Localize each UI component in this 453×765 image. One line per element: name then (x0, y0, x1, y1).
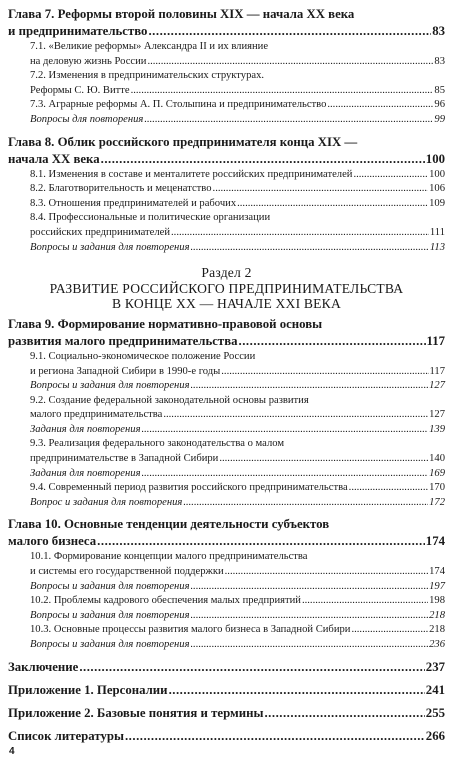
page-number: 111 (429, 226, 445, 238)
chapter-entry (8, 6, 445, 128)
page-number: 139 (429, 423, 445, 435)
page-number: 197 (429, 580, 445, 592)
toc-subentry: 7.3. Аграрные реформы А. П. Столыпина и предпринимательство ..... 96 (8, 98, 445, 113)
dot-leader (191, 638, 429, 653)
dot-leader (191, 609, 429, 624)
backmatter-title: Список литературы (8, 728, 124, 743)
page-number: 266 (425, 728, 445, 743)
backmatter-entry (8, 705, 445, 722)
dot-leader (169, 682, 425, 699)
dot-leader (97, 533, 425, 550)
table-of-contents (8, 6, 445, 745)
dot-leader (219, 452, 428, 467)
dot-leader (131, 84, 434, 99)
dot-leader (144, 113, 433, 128)
chapter-title: Глава 7. Реформы второй половины XIX — начала XX века (8, 7, 355, 21)
page-number: 106 (429, 183, 445, 195)
dot-leader (349, 481, 428, 496)
page-number: 100 (425, 151, 445, 166)
page-number: 113 (429, 241, 445, 253)
toc-subentry: 9.3. Реализация федерального законодательства о малом предпринимательстве в Западной Сибири ..... 140 (8, 437, 445, 466)
dot-leader (237, 197, 428, 212)
page-number: 241 (425, 682, 445, 697)
dot-leader (163, 408, 428, 423)
section-name: РАЗВИТИЕ РОССИЙСКОГО ПРЕДПРИНИМАТЕЛЬСТВА (49, 280, 404, 296)
page-number: 117 (429, 365, 445, 377)
chapter-title: Глава 8. Облик российского предпринимателя конца XIX — (8, 134, 358, 149)
dot-leader (125, 728, 425, 745)
toc-review-questions: Вопросы и задания для повторения ..... 197 (8, 580, 445, 595)
chapter-title-cont: малого бизнеса (8, 534, 97, 549)
folio-page-number: 4 (9, 746, 15, 757)
page-number: 100 (429, 168, 445, 180)
page-number: 218 (429, 624, 445, 636)
toc-subentry: 8.1. Изменения в составе и менталитете российских предпринимателей ..... 100 (8, 168, 445, 183)
dot-leader (171, 226, 429, 241)
dot-leader (148, 23, 431, 40)
toc-review-questions: Вопрос и задания для повторения ..... 172 (8, 496, 445, 511)
chapter-entry (8, 316, 445, 511)
toc-subentry: 8.4. Профессиональные и политические организации российских предпринимателей ..... 111 (8, 211, 445, 240)
toc-review-questions: Вопросы для повторения ..... 99 (8, 113, 445, 128)
dot-leader (147, 55, 433, 70)
toc-review-questions: Задания для повторения ..... 139 (8, 423, 445, 438)
section-heading (8, 265, 445, 312)
backmatter-entry (8, 682, 445, 699)
dot-leader (191, 379, 429, 394)
dot-leader (353, 168, 428, 183)
backmatter-title: Заключение (8, 659, 79, 674)
dot-leader (213, 182, 429, 197)
dot-leader (142, 467, 429, 482)
page-number: 237 (425, 659, 445, 674)
dot-leader (239, 333, 426, 350)
toc-subentry: 7.2. Изменения в предпринимательских структурах. Реформы С. Ю. Витте ..... 85 (8, 69, 445, 98)
toc-subentry: 7.1. «Великие реформы» Александра II и их влияние на деловую жизнь России ..... 83 (8, 40, 445, 69)
page-number: 127 (429, 380, 445, 392)
dot-leader (327, 98, 433, 113)
page-number: 172 (429, 496, 445, 508)
chapter-title-row (8, 533, 445, 550)
page-number: 85 (434, 84, 445, 96)
page-number: 174 (425, 534, 445, 549)
dot-leader (351, 623, 428, 638)
backmatter-title: Приложение 2. Базовые понятия и термины (8, 705, 264, 720)
backmatter-entry (8, 659, 445, 676)
dot-leader (183, 496, 428, 511)
dot-leader (302, 594, 428, 609)
page-number: 236 (429, 639, 445, 650)
toc-review-questions: Вопросы и задания для повторения ..... 127 (8, 379, 445, 394)
page-number: 218 (429, 609, 445, 621)
toc-review-questions: Вопросы и задания для повторения ..... 218 (8, 609, 445, 624)
dot-leader (264, 705, 424, 722)
section-name-cont: В КОНЦЕ XX — НАЧАЛЕ XXI ВЕКА (112, 296, 341, 312)
chapter-title-cont: начала XX века (8, 151, 100, 166)
chapter-title: Глава 10. Основные тенденции деятельности субъектов (8, 517, 330, 532)
page-number: 117 (426, 333, 445, 348)
dot-leader (142, 423, 429, 438)
chapter-entry (8, 134, 445, 256)
toc-review-questions: Задания для повторения ..... 169 (8, 467, 445, 482)
page-number: 83 (434, 55, 445, 67)
backmatter-entry (8, 728, 445, 745)
chapter-title-row (8, 151, 445, 168)
chapter-title-row (8, 23, 445, 40)
page-number: 255 (425, 705, 445, 720)
dot-leader (221, 365, 428, 380)
page-number: 169 (429, 467, 445, 479)
toc-subentry: 10.2. Проблемы кадрового обеспечения малых предприятий ..... 198 (8, 594, 445, 609)
toc-subentry: 9.4. Современный период развития российского предпринимательства ..... 170 (8, 481, 445, 496)
chapter-title-cont: и предпринимательство (8, 24, 148, 38)
toc-review-questions: Вопросы и задания для повторения ..... 236 (8, 638, 445, 653)
chapter-entry (8, 516, 445, 652)
backmatter-title: Приложение 1. Персоналии (8, 682, 168, 697)
section-label: Раздел 2 (201, 265, 252, 281)
toc-subentry: 10.1. Формирование концепции малого предпринимательства и системы его государственной поддержки ..... 174 (8, 550, 445, 579)
toc-subentry: 8.2. Благотворительность и меценатство ..... 106 (8, 182, 445, 197)
chapter-title-cont: развития малого предпринимательства (8, 333, 238, 348)
dot-leader (79, 659, 424, 676)
page-number: 109 (429, 197, 445, 209)
page-number: 127 (429, 409, 445, 421)
page-number: 96 (434, 99, 445, 111)
chapter-title-row (8, 333, 445, 350)
dot-leader (101, 151, 425, 168)
chapter-title: Глава 9. Формирование нормативно-правовой основы (8, 316, 323, 331)
dot-leader (191, 580, 429, 595)
toc-subentry: 8.3. Отношения предпринимателей и рабочих ..... 109 (8, 197, 445, 212)
page-number: 83 (432, 24, 445, 38)
page-number: 198 (429, 595, 445, 607)
toc-review-questions: Вопросы и задания для повторения ..... 113 (8, 241, 445, 256)
page-number: 170 (429, 482, 445, 494)
page-number: 99 (434, 113, 445, 125)
toc-subentry: 9.1. Социально-экономическое положение России и региона Западной Сибири в 1990-е годы ..... 117 (8, 350, 445, 379)
dot-leader (191, 241, 429, 256)
toc-subentry: 9.2. Создание федеральной законодательной основы развития малого предпринимательства ..... 127 (8, 394, 445, 423)
dot-leader (225, 565, 428, 580)
toc-subentry: 10.3. Основные процессы развития малого бизнеса в Западной Сибири ..... 218 (8, 623, 445, 638)
page-number: 140 (429, 453, 445, 465)
page-number: 174 (429, 566, 445, 578)
